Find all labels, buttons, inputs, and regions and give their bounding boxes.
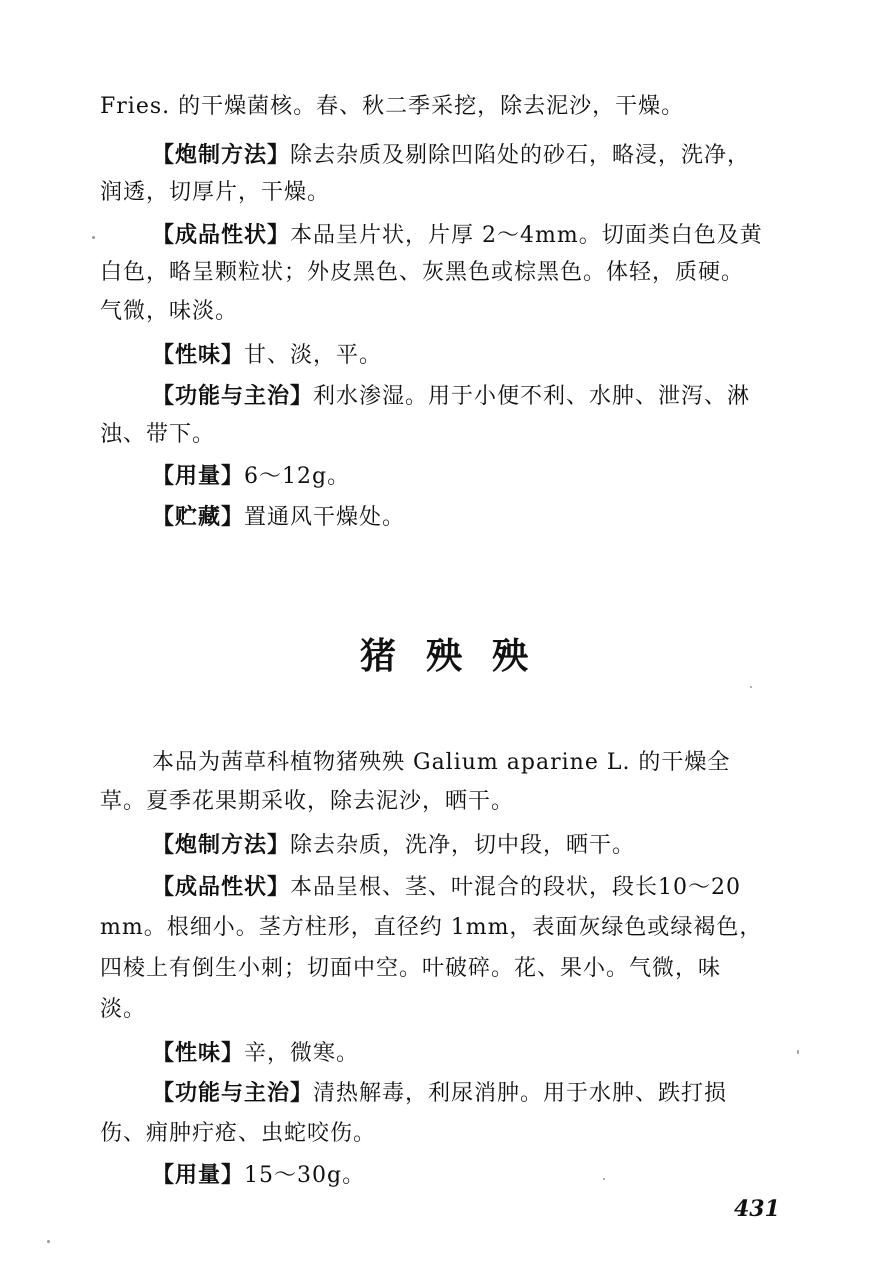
processing-text: 除去杂质，洗净，切中段，晒干。: [290, 833, 636, 858]
functions-text-cont: 浊、带下。: [100, 422, 216, 447]
scan-speck: [47, 1240, 50, 1243]
functions-heading: 【功能与主治】: [152, 383, 314, 409]
processing-text: 除去杂质及剔除凹陷处的砂石，略浸，洗净，: [290, 143, 751, 168]
appearance-text: 本品呈片状，片厚 2～4mm。切面类白色及黄: [290, 223, 763, 248]
intro-text: 本品为茜草科植物猪殃殃 Galium aparine L. 的干燥全: [152, 750, 731, 775]
appearance-text: 本品呈根、茎、叶混合的段状，段长10～20: [290, 875, 742, 900]
appearance-heading: 【成品性状】: [152, 874, 291, 900]
processing-text-cont: 润透，切厚片，干燥。: [100, 180, 331, 205]
functions-text: 清热解毒，利尿消肿。用于水肿、跌打损: [313, 1081, 728, 1106]
functions-paragraph: [152, 1078, 800, 1109]
dosage-heading: 【用量】: [152, 463, 245, 489]
processing-heading: 【炮制方法】: [152, 832, 291, 858]
dosage-heading: 【用量】: [152, 1162, 245, 1188]
processing-paragraph: [152, 140, 800, 171]
nature-heading: 【性味】: [152, 342, 245, 368]
processing-paragraph: [152, 830, 800, 861]
appearance-text-cont: mm。根细小。茎方柱形，直径约 1mm，表面灰绿色或绿褐色，: [100, 915, 763, 940]
appearance-paragraph: [152, 872, 800, 903]
storage-text: 置通风干燥处。: [244, 505, 406, 530]
body-text-line: Fries. 的干燥菌核。春、秋二季采挖，除去泥沙，干燥。: [100, 94, 685, 119]
appearance-text-cont: 白色，略呈颗粒状；外皮黑色、灰黑色或棕黑色。体轻，质硬。: [100, 260, 745, 285]
nature-text: 辛，微寒。: [244, 1041, 360, 1066]
functions-text: 利水渗湿。用于小便不利、水肿、泄泻、淋: [313, 384, 751, 409]
dosage-text: 6～12g。: [244, 464, 351, 489]
appearance-text-cont: 淡。: [100, 997, 147, 1022]
dosage-text: 15～30g。: [244, 1163, 366, 1188]
appearance-paragraph: [152, 220, 800, 251]
nature-paragraph: [152, 1038, 800, 1069]
nature-text: 甘、淡，平。: [244, 343, 383, 368]
appearance-heading: 【成品性状】: [152, 222, 291, 248]
page-number: 431: [734, 1196, 780, 1222]
storage-heading: 【贮藏】: [152, 504, 245, 530]
appearance-text-cont: 四棱上有倒生小刺；切面中空。叶破碎。花、果小。气微，味: [100, 956, 722, 981]
appearance-text-cont: 气微，味淡。: [100, 299, 239, 324]
scan-speck: [92, 236, 95, 239]
storage-paragraph: [152, 502, 800, 533]
processing-heading: 【炮制方法】: [152, 142, 291, 168]
functions-paragraph: [152, 381, 800, 412]
dosage-paragraph: [152, 461, 800, 492]
nature-paragraph: [152, 340, 800, 371]
intro-text-cont: 草。夏季花果期采收，除去泥沙，晒干。: [100, 789, 515, 814]
functions-heading: 【功能与主治】: [152, 1080, 314, 1106]
scan-speck: [797, 1050, 799, 1054]
section-title: 猪殃殃: [359, 635, 558, 677]
scan-speck: [750, 686, 752, 688]
scan-speck: [603, 1178, 605, 1180]
functions-text-cont: 伤、痈肿疔疮、虫蛇咬伤。: [100, 1121, 377, 1146]
nature-heading: 【性味】: [152, 1040, 245, 1066]
dosage-paragraph: [152, 1160, 800, 1191]
